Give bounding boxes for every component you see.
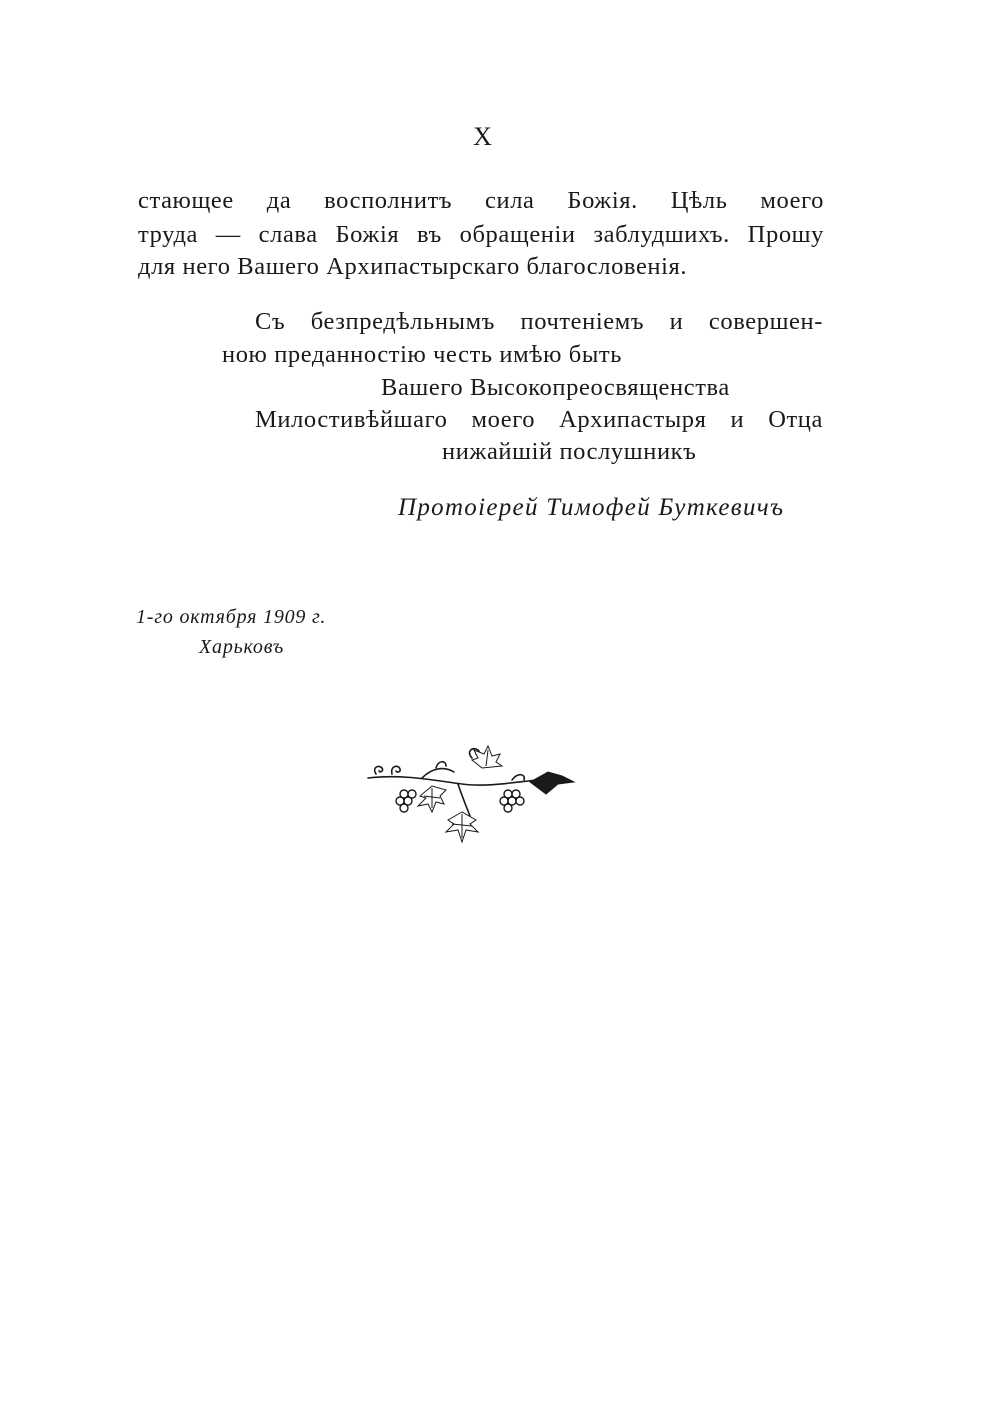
closing-line: нижайшій послушникъ — [442, 438, 697, 465]
closing-line: Милостивѣйшаго моего Архипастыря и Отца — [255, 406, 823, 433]
paragraph-line: для него Вашего Архипастырскаго благословенія. — [138, 253, 688, 280]
vine-leaf-ornament-icon — [362, 738, 582, 858]
page-number: X — [473, 122, 493, 151]
paragraph-line: стающее да восполнитъ сила Божія. Цѣль моего — [138, 187, 824, 214]
place: Харьковъ — [199, 636, 285, 658]
signature: Протоіерей Тимофей Буткевичъ — [398, 494, 785, 521]
paragraph-line: труда — слава Божія въ обращеніи заблудшихъ. Прошу — [138, 221, 824, 248]
closing-line: ною преданностію честь имѣю быть — [222, 341, 622, 368]
closing-line: Вашего Высокопреосвященства — [381, 374, 730, 401]
date: 1-го октября 1909 г. — [136, 606, 327, 628]
closing-line: Съ безпредѣльнымъ почтеніемъ и совершен- — [255, 308, 823, 335]
